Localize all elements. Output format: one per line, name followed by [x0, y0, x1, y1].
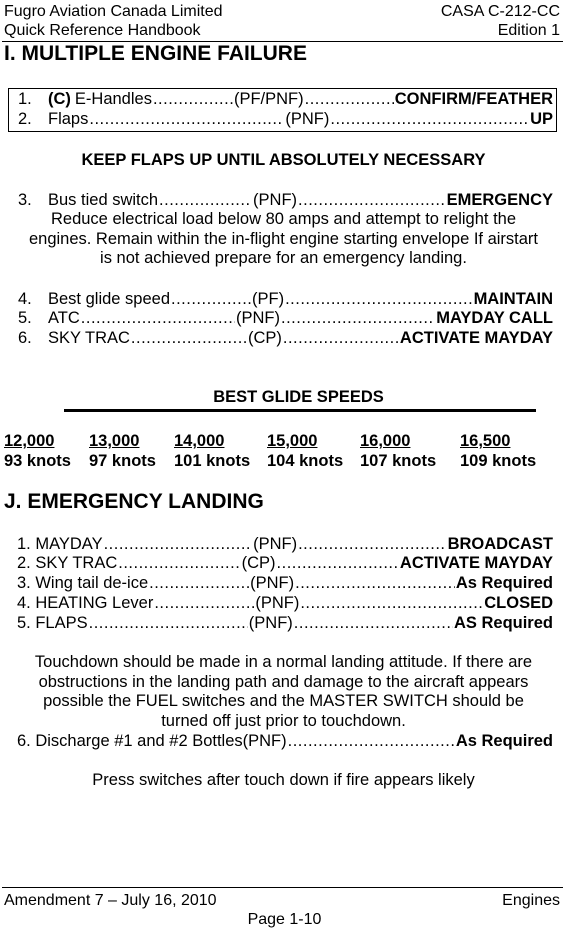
item-number: 5.	[18, 309, 32, 327]
leader-dots	[81, 308, 235, 328]
leader-dots	[104, 534, 253, 554]
leader-dots	[159, 190, 252, 210]
note-line: Reduce electrical load below 80 amps and attempt to relight the	[50, 210, 517, 228]
checklist-item-5	[18, 308, 553, 328]
leader-dots	[131, 328, 247, 348]
note-line: possible the FUEL switches and the MASTER SWITCH should be	[43, 692, 524, 710]
fire-note: Press switches after touch down if fire appears likely	[92, 771, 475, 789]
note-line: obstructions in the landing path and damage to the aircraft appears	[38, 672, 529, 691]
leader-dots	[89, 109, 284, 129]
item-action: MAYDAY CALL	[436, 309, 553, 327]
checklist-item-2	[18, 109, 553, 129]
item-number: 4.	[18, 290, 32, 308]
checklist-item-4	[18, 289, 553, 309]
note-line: is not achieved prepare for an emergency landing.	[100, 249, 467, 267]
leader-dots	[330, 109, 529, 129]
item-action: UP	[530, 110, 553, 128]
footer-page: Page 1-10	[247, 911, 322, 928]
item-label: 4. HEATING Lever	[17, 594, 154, 612]
item-label: 6. Discharge #1 and #2 Bottles(PNF)	[17, 732, 287, 750]
crew-role: (PF/PNF)	[233, 90, 304, 108]
leader-dots	[149, 573, 249, 593]
item-number: 6.	[18, 329, 32, 347]
note-line: turned off just prior to touchdown.	[161, 711, 406, 730]
landing-item-3	[17, 573, 553, 593]
glide-speeds-rule	[64, 409, 536, 412]
checklist-item-1	[18, 89, 553, 109]
glide-speed: 97 knots	[89, 452, 156, 470]
footer-amendment: Amendment 7 – July 16, 2010	[4, 892, 217, 909]
glide-altitude: 15,000	[267, 432, 318, 450]
item-action: ACTIVATE MAYDAY	[399, 329, 554, 347]
glide-speed-entry	[267, 431, 343, 471]
leader-dots	[295, 573, 455, 593]
leader-dots	[89, 613, 248, 633]
glide-speed-entry	[4, 431, 71, 471]
item-action: ACTIVATE MAYDAY	[399, 554, 554, 572]
crew-role: (PNF)	[253, 191, 298, 209]
crew-role: (CP)	[247, 329, 282, 347]
glide-speed-entry	[174, 431, 250, 471]
crew-role: (CP)	[241, 554, 276, 572]
item-label: 5. FLAPS	[17, 614, 88, 632]
header-edition: Edition 1	[497, 22, 560, 39]
leader-dots	[305, 89, 394, 109]
glide-speed: 107 knots	[360, 452, 437, 470]
glide-speed-entry	[460, 431, 536, 471]
checklist-item-3	[18, 190, 553, 210]
glide-speed-entry	[89, 431, 156, 471]
item-label: 1. MAYDAY	[17, 535, 103, 553]
glide-altitude: 12,000	[4, 432, 55, 450]
item-label: Bus tied switch	[48, 191, 159, 209]
crew-role: (PNF)	[236, 309, 281, 327]
leader-dots	[298, 534, 447, 554]
leader-dots	[294, 613, 453, 633]
item-action: EMERGENCY	[446, 191, 553, 209]
item-number: 1.	[18, 90, 32, 108]
item-label: 3. Wing tail de-ice	[17, 574, 149, 592]
glide-speed: 93 knots	[4, 452, 71, 470]
touchdown-note	[12, 653, 555, 731]
item-label: 2. SKY TRAC	[17, 554, 118, 572]
item-number: 3.	[18, 191, 32, 209]
flaps-warning: KEEP FLAPS UP UNTIL ABSOLUTELY NECESSARY	[81, 151, 486, 169]
commander-prefix: (C)	[48, 90, 71, 108]
note-line: engines. Remain within the in-flight engine starting envelope If airstart	[28, 229, 539, 248]
leader-dots	[298, 190, 446, 210]
landing-item-5	[17, 613, 553, 633]
glide-altitude: 14,000	[174, 432, 225, 450]
footer-chapter: Engines	[502, 892, 560, 909]
section-i-title: I. MULTIPLE ENGINE FAILURE	[4, 42, 307, 65]
electrical-note	[12, 210, 555, 269]
landing-item-2	[17, 553, 553, 573]
crew-role: (PF)	[252, 290, 285, 308]
item-label: E-Handles	[74, 90, 152, 108]
item-label: Flaps	[48, 110, 89, 128]
crew-role: (PNF)	[248, 614, 293, 632]
item-action: CONFIRM/FEATHER	[394, 90, 553, 108]
item-label: Best glide speed	[48, 290, 171, 308]
item-label: SKY TRAC	[48, 329, 130, 347]
crew-role: (PNF)	[285, 110, 330, 128]
header-company: Fugro Aviation Canada Limited	[4, 3, 223, 20]
leader-dots	[171, 289, 251, 309]
item-action: As Required	[455, 574, 553, 592]
glide-speed: 109 knots	[460, 452, 537, 470]
note-line: Touchdown should be made in a normal landing attitude. If there are	[34, 653, 533, 671]
header-handbook: Quick Reference Handbook	[4, 22, 201, 39]
header-aircraft: CASA C-212-CC	[440, 3, 560, 20]
glide-speeds-title: BEST GLIDE SPEEDS	[213, 388, 384, 406]
crew-role: (PNF)	[255, 594, 300, 612]
item-label: ATC	[48, 309, 80, 327]
checklist-item-6	[18, 328, 553, 348]
glide-speed: 101 knots	[174, 452, 251, 470]
crew-role: (PNF)	[250, 574, 295, 592]
leader-dots	[288, 731, 455, 751]
item-action: BROADCAST	[447, 535, 553, 553]
leader-dots	[283, 328, 399, 348]
item-action: CLOSED	[484, 594, 553, 612]
leader-dots	[277, 553, 399, 573]
footer-rule	[2, 887, 563, 888]
item-action: MAINTAIN	[473, 290, 553, 308]
landing-item-4	[17, 593, 553, 613]
item-action: AS Required	[453, 614, 553, 632]
crew-role: (PNF)	[253, 535, 298, 553]
leader-dots	[154, 593, 254, 613]
landing-item-1	[17, 534, 553, 554]
leader-dots	[285, 289, 472, 309]
item-action: As Required	[455, 732, 553, 750]
leader-dots	[153, 89, 233, 109]
leader-dots	[300, 593, 483, 613]
leader-dots	[118, 553, 240, 573]
glide-altitude: 16,500	[460, 432, 511, 450]
glide-altitude: 16,000	[360, 432, 411, 450]
glide-speed: 104 knots	[267, 452, 344, 470]
leader-dots	[281, 308, 435, 328]
section-j-title: J. EMERGENCY LANDING	[4, 490, 264, 513]
glide-altitude: 13,000	[89, 432, 140, 450]
glide-speed-entry	[360, 431, 436, 471]
landing-item-6	[17, 731, 553, 751]
item-number: 2.	[18, 110, 32, 128]
